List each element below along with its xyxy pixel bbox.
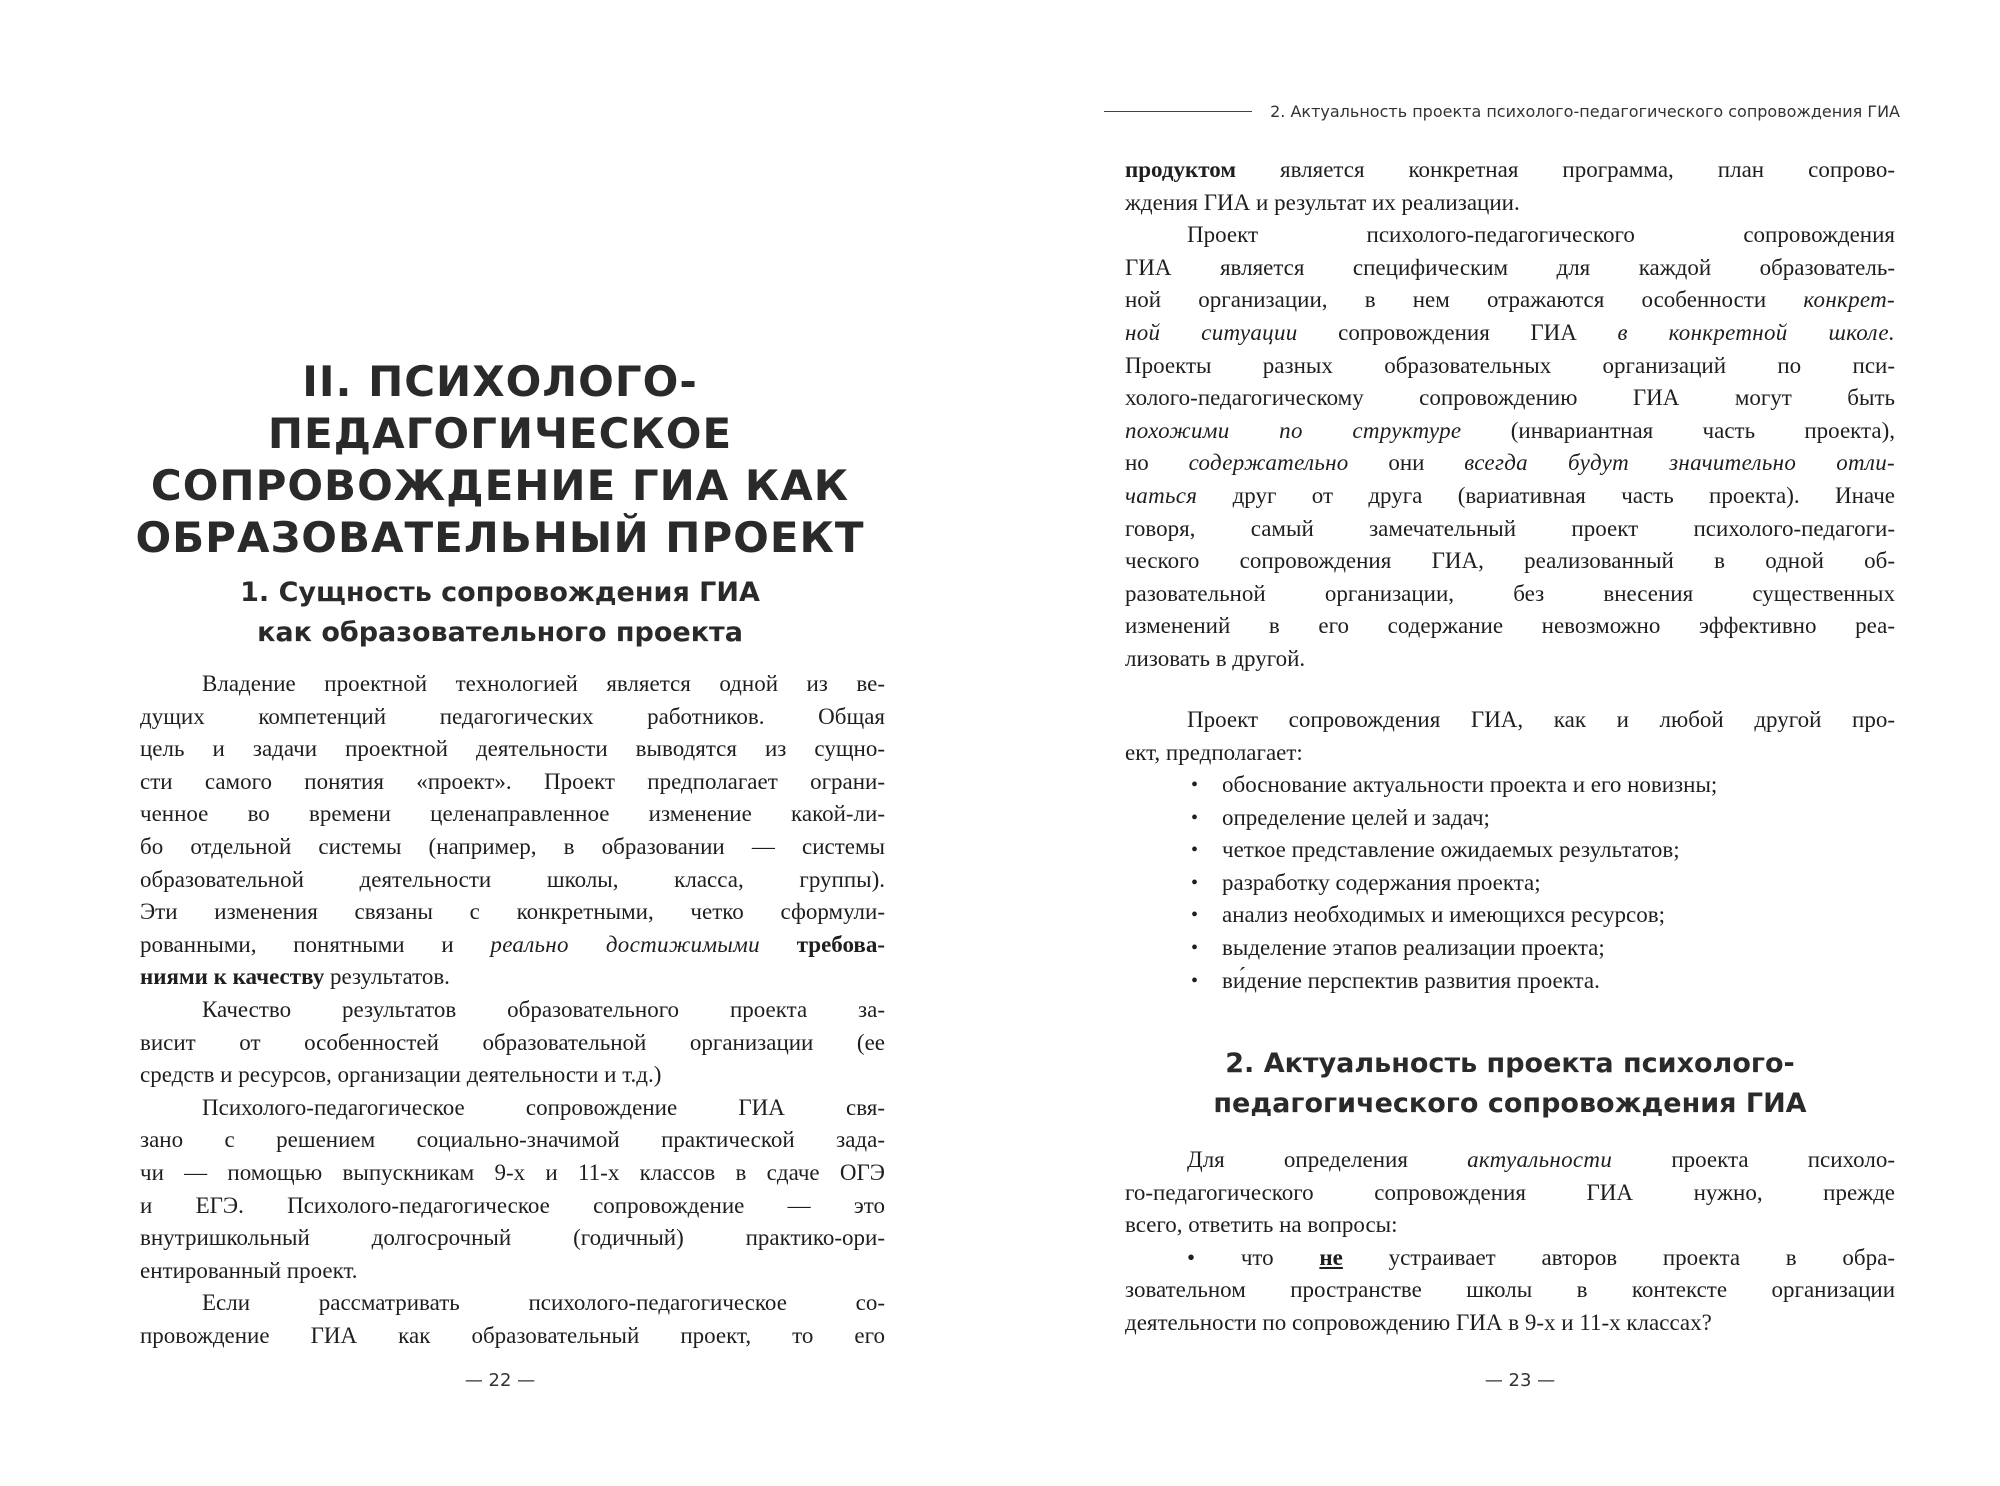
list-item: • ви́дение перспектив развития проекта.: [1125, 965, 1895, 998]
bold-text: требова-: [796, 931, 886, 957]
list-item: • определение целей и задач;: [1125, 802, 1895, 835]
text-line: деятельности по сопровождению ГИА в 9-х и 11-х классах?: [1125, 1309, 1712, 1335]
text-line: но содержательно они всегда будут значительно отли-: [1125, 450, 1895, 476]
section-title-line: 2. Актуальность проекта психолого-: [1225, 1048, 1795, 1079]
running-head-text: 2. Актуальность проекта психолого-педагогического сопровождения ГИА: [1270, 102, 1900, 121]
text-line: и ЕГЭ. Психолого-педагогическое сопровождение — это: [140, 1192, 885, 1218]
text-line: бо отдельной системы (например, в образовании — системы: [140, 833, 885, 859]
underlined-bold-text: не: [1319, 1244, 1343, 1270]
text-line: дущих компетенций педагогических работников. Общая: [140, 703, 885, 729]
right-bottom-text: [1125, 1144, 1895, 1340]
text-line: цель и задачи проектной деятельности выводятся из сущно-: [140, 736, 885, 762]
list-intro: [1125, 704, 1895, 769]
text-line: разовательной организации, без внесения существенных: [1125, 580, 1895, 606]
text-line: внутришкольный долгосрочный (годичный) практико-ори-: [140, 1225, 885, 1251]
section-2-title: [1125, 1044, 1895, 1124]
text-line: Проект сопровождения ГИА, как и любой другой про-: [1187, 707, 1895, 732]
emphasis-text: в конкретной школе.: [1617, 319, 1895, 345]
text-line: зовательном пространстве школы в контексте организации: [1125, 1277, 1895, 1303]
text-line: Эти изменения связаны с конкретными, четко сформули-: [140, 899, 885, 925]
text-line: Для определения актуальности проекта психоло-: [1187, 1147, 1895, 1172]
section-title-line: как образовательного проекта: [257, 617, 743, 648]
page-number: — 22 —: [464, 1370, 536, 1391]
running-head: [1100, 102, 1900, 121]
chapter-title-line: ОБРАЗОВАТЕЛЬНЫЙ ПРОЕКТ: [135, 513, 865, 562]
emphasis-text: актуальности: [1467, 1147, 1613, 1172]
text-line: продуктом является конкретная программа, план сопрово-: [1125, 157, 1895, 182]
emphasis-text: содержательно: [1188, 450, 1349, 476]
text-line: ентированный проект.: [140, 1257, 358, 1283]
text-line: го-педагогического сопровождения ГИА нужно, прежде: [1125, 1179, 1895, 1205]
list-item: • четкое представление ожидаемых результатов;: [1125, 834, 1895, 867]
emphasis-text: реально достижимыми: [490, 931, 760, 957]
right-body-text: [1125, 154, 1895, 676]
text-line: холого-педагогическому сопровождению ГИА могут быть: [1125, 385, 1895, 411]
text-line: изменений в его содержание невозможно эффективно реа-: [1125, 613, 1895, 639]
text-line: чи — помощью выпускникам 9-х и 11-х классов в сдаче ОГЭ: [140, 1159, 885, 1185]
text-line: похожими по структуре (инвариантная часть проекта),: [1125, 417, 1895, 443]
list-item: • анализ необходимых и имеющихся ресурсов;: [1125, 899, 1895, 932]
text-line: зано с решением социально-значимой практической зада-: [140, 1127, 885, 1153]
emphasis-text: всегда будут значительно отли-: [1464, 450, 1895, 476]
bold-text: ниями к качеству: [140, 964, 325, 990]
text-line: Качество результатов образовательного проекта за-: [202, 996, 885, 1022]
text-line: Если рассматривать психолого-педагогическое со-: [202, 1290, 885, 1316]
text-line: всего, ответить на вопросы:: [1125, 1212, 1398, 1238]
text-line: Проект психолого-педагогического сопровождения: [1187, 222, 1895, 248]
requirements-list: [1125, 769, 1895, 997]
text-line: сти самого понятия «проект». Проект предполагает ограни-: [140, 768, 885, 794]
text-line: Проекты разных образовательных организаций по пси-: [1125, 352, 1895, 378]
text-line: лизовать в другой.: [1125, 645, 1306, 671]
text-line: ческого сопровождения ГИА, реализованный в одной об-: [1125, 548, 1895, 574]
text-line: Владение проектной технологией является одной из ве-: [202, 671, 885, 696]
section-1-title: [110, 573, 890, 653]
emphasis-text: похожими по структуре: [1125, 417, 1462, 443]
text-line: висит от особенностей образовательной организации (ее: [140, 1029, 885, 1055]
chapter-title-line: СОПРОВОЖДЕНИЕ ГИА КАК: [150, 461, 850, 510]
text-line: ниями к качеству результатов.: [140, 964, 450, 990]
text-line: ждения ГИА и результат их реализации.: [1125, 189, 1520, 215]
chapter-title: [110, 356, 890, 564]
text-line: Психолого-педагогическое сопровождение ГИА свя-: [202, 1094, 885, 1120]
section-title-line: педагогического сопровождения ГИА: [1213, 1088, 1807, 1119]
chapter-title-line: II. ПСИХОЛОГО-ПЕДАГОГИЧЕСКОЕ: [267, 357, 733, 458]
list-item: • разработку содержания проекта;: [1125, 867, 1895, 900]
text-line: провождение ГИА как образовательный проект, то его: [140, 1322, 885, 1348]
text-line: • что не устраивает авторов проекта в обра-: [1187, 1244, 1895, 1270]
section-title-line: 1. Сущность сопровождения ГИА: [240, 577, 760, 608]
text-line: ной организации, в нем отражаются особенности конкрет-: [1125, 287, 1895, 313]
left-body-text: [140, 668, 885, 1352]
text-line: средств и ресурсов, организации деятельности и т.д.): [140, 1062, 662, 1088]
emphasis-text: конкрет-: [1803, 287, 1895, 313]
running-head-rule: [1104, 111, 1252, 112]
list-item: • обоснование актуальности проекта и его новизны;: [1125, 769, 1895, 802]
text-line: образовательной деятельности школы, класса, группы).: [140, 866, 885, 892]
list-item: • выделение этапов реализации проекта;: [1125, 932, 1895, 965]
text-line: ект, предполагает:: [1125, 739, 1303, 765]
text-line: ченное во времени целенаправленное изменение какой-ли-: [140, 801, 885, 827]
text-line: чаться друг от друга (вариативная часть проекта). Иначе: [1125, 482, 1895, 508]
text-line: говоря, самый замечательный проект психолого-педагоги-: [1125, 515, 1895, 541]
text-line: ной ситуации сопровождения ГИА в конкретной школе.: [1125, 319, 1895, 345]
bold-text: продуктом: [1125, 157, 1236, 182]
emphasis-text: чаться: [1125, 482, 1198, 508]
right-page: [1000, 0, 2000, 1486]
emphasis-text: ной ситуации: [1125, 319, 1298, 345]
page-number: — 23 —: [1484, 1370, 1556, 1391]
text-line: рованными, понятными и реально достижимыми требова-: [140, 931, 886, 957]
text-line: ГИА является специфическим для каждой образователь-: [1125, 254, 1895, 280]
